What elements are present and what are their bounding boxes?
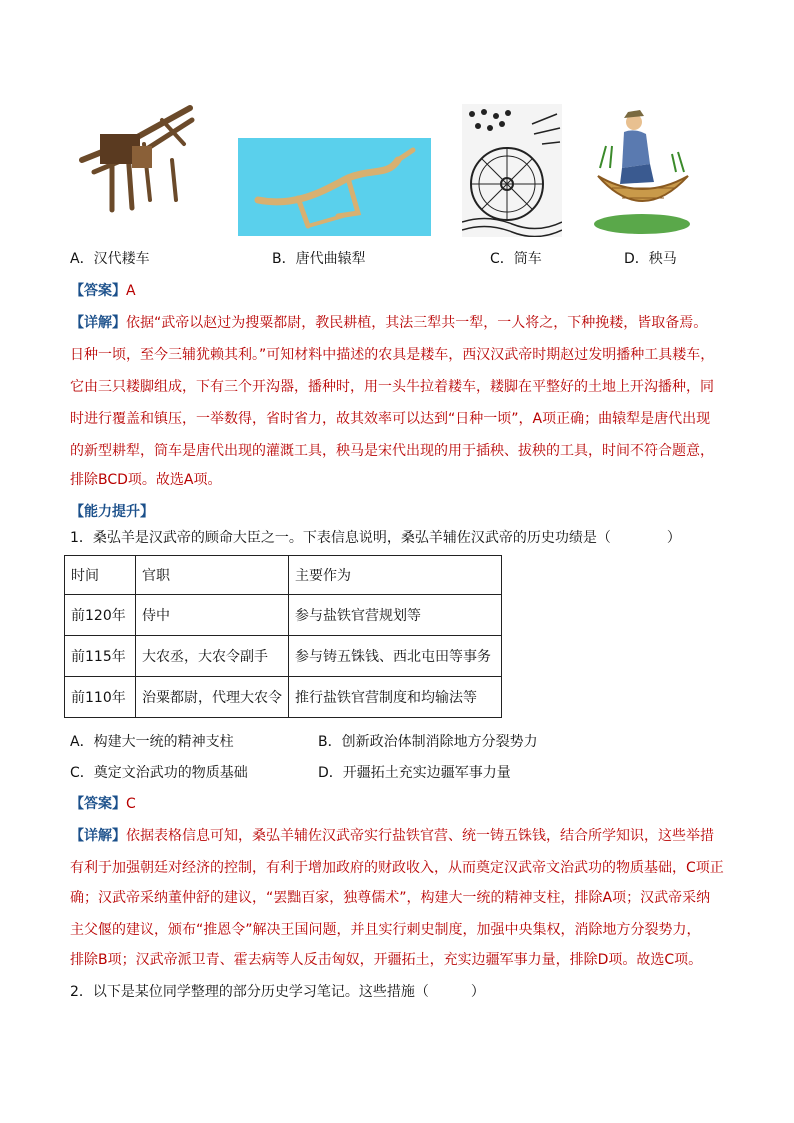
- answer-value: C: [126, 796, 136, 812]
- answer-label: 【答案】: [70, 796, 126, 812]
- table-cell: 前115年: [65, 636, 136, 677]
- table-cell: 参与铸五铢钱、西北屯田等事务: [289, 636, 502, 677]
- table-cell: 侍中: [136, 595, 289, 636]
- q2-stem: 2．以下是某位同学整理的部分历史学习笔记。这些措施（ ）: [70, 984, 485, 1000]
- detail-line: [70, 313, 730, 333]
- answer-line: [70, 281, 730, 301]
- table-header: 主要作为: [289, 556, 502, 595]
- q1-detail-line: 主父偃的建议，颁布“推恩令”解决王国问题，并且实行刺史制度，加强中央集权，消除地方分裂势力，: [70, 922, 701, 938]
- option-a: A．汉代耧车: [70, 251, 150, 267]
- table-cell: 参与盐铁官营规划等: [289, 595, 502, 636]
- table-row: [65, 677, 502, 718]
- detail-line: 排除BCD项。故选A项。: [70, 472, 222, 488]
- section-title: 【能力提升】: [70, 504, 154, 520]
- q1-table: [64, 555, 502, 718]
- answer-value: A: [126, 283, 136, 299]
- q1-answer-line: [70, 794, 730, 814]
- table-cell: 治粟都尉，代理大农令: [136, 677, 289, 718]
- detail-line: 的新型耕犁，筒车是唐代出现的灌溉工具，秧马是宋代出现的用于插秧、拔秧的工具，时间不符合题意，: [70, 443, 714, 459]
- water-wheel-image: [462, 104, 562, 237]
- table-cell: 推行盐铁官营制度和均输法等: [289, 677, 502, 718]
- detail-label: 【详解】: [70, 315, 126, 331]
- q1-detail-line: 有利于加强朝廷对经济的控制，有利于增加政府的财政收入，从而奠定汉武帝文治武功的物质基础，C项正: [70, 860, 724, 876]
- detail-text: 依据表格信息可知，桑弘羊辅佐汉武帝实行盐铁官营、统一铸五铢钱，结合所学知识，这些举措: [126, 828, 714, 844]
- answer-label: 【答案】: [70, 283, 126, 299]
- detail-label: 【详解】: [70, 828, 126, 844]
- table-cell: 前110年: [65, 677, 136, 718]
- q1-option-a: A．构建大一统的精神支柱: [70, 734, 234, 750]
- q1-detail-line: 确；汉武帝采纳董仲舒的建议，“罢黜百家，独尊儒术”，构建大一统的精神支柱，排除A项；汉武帝采纳: [70, 890, 711, 906]
- option-d: D．秧马: [624, 251, 677, 267]
- detail-line: 它由三只耧脚组成，下有三个开沟器，播种时，用一头牛拉着耧车，耧脚在平整好的土地上开沟播种，同: [70, 379, 714, 395]
- q1-detail-line: [70, 826, 730, 846]
- table-header: 时间: [65, 556, 136, 595]
- q1-stem: 1．桑弘羊是汉武帝的顾命大臣之一。下表信息说明，桑弘羊辅佐汉武帝的历史功绩是（ ）: [70, 530, 681, 546]
- table-header-row: [65, 556, 502, 595]
- table-header: 官职: [136, 556, 289, 595]
- rice-seedling-boat-image: [592, 106, 694, 236]
- seed-drill-image: [72, 100, 200, 215]
- table-cell: 前120年: [65, 595, 136, 636]
- detail-line: 时进行覆盖和镇压，一举数得，省时省力，故其效率可以达到“日种一顷”，A项正确；曲辕犁是唐代出现: [70, 411, 711, 427]
- detail-text: 依据“武帝以赵过为搜粟都尉，教民耕植，其法三犁共一犁，一人将之，下种挽耧，皆取备焉。: [126, 315, 708, 331]
- q1-option-b: B．创新政治体制消除地方分裂势力: [318, 734, 538, 750]
- curved-plough-image: [238, 138, 431, 236]
- table-cell: 大农丞，大农令副手: [136, 636, 289, 677]
- table-row: [65, 636, 502, 677]
- option-b: B．唐代曲辕犁: [272, 251, 366, 267]
- detail-line: 日种一顷，至今三辅犹赖其利。”可知材料中描述的农具是耧车，西汉汉武帝时期赵过发明播种工具耧车，: [70, 347, 715, 363]
- q1-option-c: C．奠定文治武功的物质基础: [70, 765, 248, 781]
- q1-detail-line: 排除B项；汉武帝派卫青、霍去病等人反击匈奴，开疆拓土，充实边疆军事力量，排除D项。故选C项。: [70, 952, 703, 968]
- table-row: [65, 595, 502, 636]
- option-c: C．筒车: [490, 251, 542, 267]
- q1-option-d: D．开疆拓土充实边疆军事力量: [318, 765, 511, 781]
